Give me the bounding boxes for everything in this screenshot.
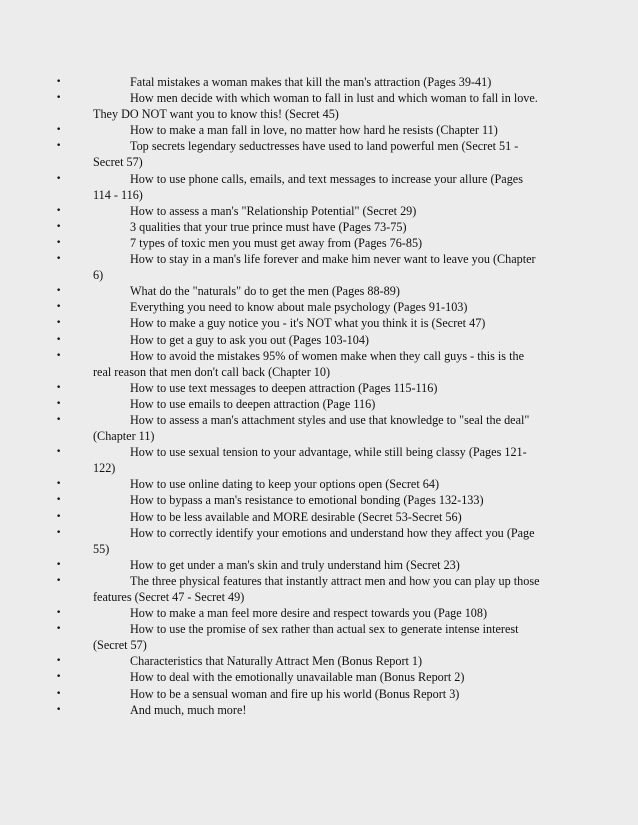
bullet-text: How to stay in a man's life forever and make him never want to leave you (Chapter 6) xyxy=(93,252,536,283)
bullet-item xyxy=(56,653,543,669)
bullet-icon: • xyxy=(56,608,62,619)
bullet-icon: • xyxy=(56,382,62,393)
bullet-text: Characteristics that Naturally Attract Men (Bonus Report 1) xyxy=(130,654,423,669)
bullet-text: Fatal mistakes a woman makes that kill the man's attraction (Pages 39-41) xyxy=(130,75,492,89)
bullet-item xyxy=(56,476,543,492)
bullet-text: Everything you need to know about male psychology (Pages 91-103) xyxy=(130,300,468,315)
bullet-icon: • xyxy=(56,688,62,699)
bullet-item xyxy=(56,299,543,315)
bullet-item xyxy=(56,332,543,348)
bullet-icon: • xyxy=(56,511,62,522)
bullet-item xyxy=(56,396,543,412)
bullet-icon: • xyxy=(56,302,62,313)
bullet-item xyxy=(56,283,543,299)
bullet-text: How to make a man feel more desire and respect towards you (Page 108) xyxy=(130,606,488,621)
bullet-icon: • xyxy=(56,672,62,683)
bullet-item xyxy=(56,219,543,235)
bullet-item xyxy=(56,702,543,718)
bullet-item xyxy=(56,621,543,653)
bullet-item xyxy=(56,315,543,331)
bullet-text: How to assess a man's "Relationship Potential" (Secret 29) xyxy=(130,203,417,218)
bullet-text: 3 qualities that your true prince must have (Pages 73-75) xyxy=(130,219,407,234)
bullet-icon: • xyxy=(56,414,62,425)
bullet-icon: • xyxy=(56,527,62,538)
bullet-item xyxy=(56,122,543,138)
bullet-item xyxy=(56,444,543,476)
bullet-icon: • xyxy=(56,125,62,136)
bullet-text: How to deal with the emotionally unavailable man (Bonus Report 2) xyxy=(130,670,465,685)
bullet-icon: • xyxy=(56,77,62,87)
bullet-icon: • xyxy=(56,221,62,232)
bullet-text: How to use phone calls, emails, and text messages to increase your allure (Pages 114 - 116) xyxy=(93,171,523,202)
bullet-item xyxy=(56,669,543,685)
bullet-item xyxy=(56,557,543,573)
bullet-text: How men decide with which woman to fall in lust and which woman to fall in love. They DO NOT want you to know this! (Secret 45) xyxy=(93,91,538,122)
bullet-icon: • xyxy=(56,656,62,667)
bullet-item xyxy=(56,251,543,283)
bullet-item xyxy=(56,203,543,219)
bullet-item xyxy=(56,412,543,444)
bullet-icon: • xyxy=(56,447,62,458)
bullet-icon: • xyxy=(56,624,62,635)
bullet-text: How to get under a man's skin and truly understand him (Secret 23) xyxy=(130,557,460,572)
bullet-icon: • xyxy=(56,350,62,361)
bullet-text: How to bypass a man's resistance to emotional bonding (Pages 132-133) xyxy=(130,493,484,508)
bullet-icon: • xyxy=(56,318,62,329)
bullet-text: What do the "naturals" do to get the men (Pages 88-89) xyxy=(130,284,400,299)
bullet-icon: • xyxy=(56,141,62,152)
bullet-item xyxy=(56,605,543,621)
bullet-item xyxy=(56,348,543,380)
bullet-text: How to use sexual tension to your advantage, while still being classy (Pages 121-122) xyxy=(93,445,527,476)
bullet-text: 7 types of toxic men you must get away from (Pages 76-85) xyxy=(130,235,423,250)
bullet-icon: • xyxy=(56,398,62,409)
bullet-icon: • xyxy=(56,237,62,248)
bullet-text: How to make a man fall in love, no matter how hard he resists (Chapter 11) xyxy=(130,123,498,138)
bullet-text: How to get a guy to ask you out (Pages 103-104) xyxy=(130,332,369,347)
bullet-item xyxy=(56,90,543,122)
bullet-item xyxy=(56,492,543,508)
bullet-item xyxy=(56,525,543,557)
bullet-icon: • xyxy=(56,254,62,265)
bullet-item xyxy=(56,138,543,170)
bullet-item xyxy=(56,235,543,251)
bullet-text: How to be less available and MORE desirable (Secret 53-Secret 56) xyxy=(130,509,462,524)
bullet-icon: • xyxy=(56,286,62,297)
bullet-text: How to use emails to deepen attraction (Page 116) xyxy=(130,396,376,411)
bullet-list xyxy=(56,74,543,718)
bullet-text: How to use text messages to deepen attraction (Pages 115-116) xyxy=(130,380,438,395)
bullet-icon: • xyxy=(56,704,62,715)
bullet-text: How to correctly identify your emotions and understand how they affect you (Page 55) xyxy=(93,525,535,556)
bullet-icon: • xyxy=(56,559,62,570)
bullet-icon: • xyxy=(56,205,62,216)
bullet-icon: • xyxy=(56,173,62,184)
bullet-item xyxy=(56,171,543,203)
bullet-text: How to be a sensual woman and fire up his world (Bonus Report 3) xyxy=(130,686,460,701)
bullet-item xyxy=(56,380,543,396)
bullet-icon: • xyxy=(56,479,62,490)
bullet-text: Top secrets legendary seductresses have used to land powerful men (Secret 51 - Secret 57) xyxy=(93,139,519,170)
bullet-text: How to use online dating to keep your options open (Secret 64) xyxy=(130,477,440,492)
bullet-text: How to assess a man's attachment styles and use that knowledge to "seal the deal" (Chapter 11) xyxy=(93,412,530,444)
bullet-text: How to make a guy notice you - it's NOT what you think it is (Secret 47) xyxy=(130,316,486,331)
bullet-icon: • xyxy=(56,575,62,586)
bullet-item xyxy=(56,573,543,605)
bullet-text: The three physical features that instantly attract men and how you can play up those features (Secret 47 - Secret 49) xyxy=(93,573,540,604)
bullet-item xyxy=(56,509,543,525)
bullet-icon: • xyxy=(56,495,62,506)
bullet-item xyxy=(56,686,543,702)
bullet-icon: • xyxy=(56,334,62,345)
bullet-item xyxy=(56,74,543,90)
bullet-text: And much, much more! xyxy=(130,702,247,717)
bullet-text: How to avoid the mistakes 95% of women make when they call guys - this is the real reason that men don't call back (Chapter 10) xyxy=(93,348,524,379)
bullet-text: How to use the promise of sex rather than actual sex to generate intense interest (Secret 57) xyxy=(93,622,519,653)
bullet-icon: • xyxy=(56,93,62,104)
